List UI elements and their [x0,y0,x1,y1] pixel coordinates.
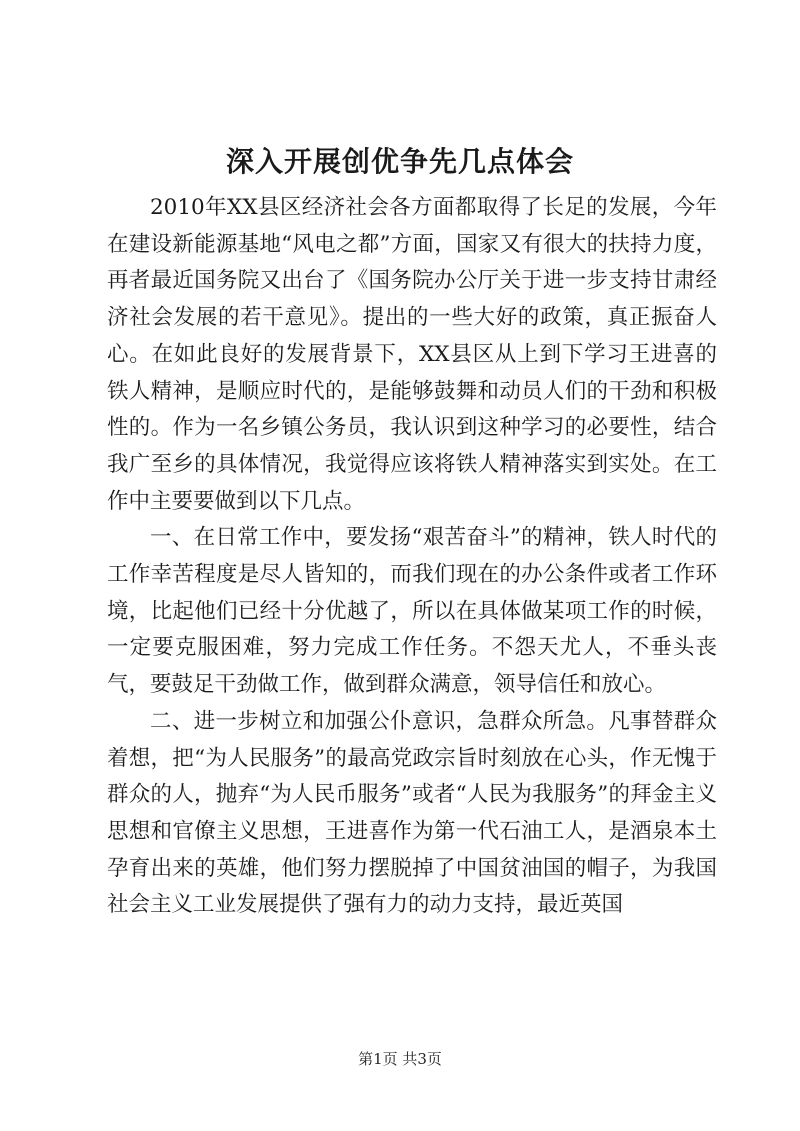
page-number-footer: 第1页 共3页 [358,1050,442,1068]
paragraph-point-two: 二、进一步树立和加强公仆意识，急群众所急。凡事替群众着想，把“为人民服务”的最高党政宗旨时刻放在心头，作无愧于群众的人，抛弃“为人民币服务”或者“人民为我服务”的拜金主义思想和官僚主义思想，王进喜作为第一代石油工人，是酒泉本土孕育出来的英雄，他们努力摆脱掉了中国贫油国的帽子，为我国社会主义工业发展提供了强有力的动力支持，最近英国 [107,708,717,918]
document-body [107,190,717,924]
paragraph-point-one: 一、在日常工作中，要发扬“艰苦奋斗”的精神，铁人时代的工作幸苦程度是尽人皆知的，而我们现在的办公条件或者工作环境，比起他们已经十分优越了，所以在具体做某项工作的时候，一定要克服困难，努力完成工作任务。不怨天尤人，不垂头丧气，要鼓足干劲做工作，做到群众满意，领导信任和放心。 [107,525,717,698]
document-title: 深入开展创优争先几点体会 [225,145,574,178]
paragraph-intro: 2010年XX县区经济社会各方面都取得了长足的发展，今年在建设新能源基地“风电之都”方面，国家又有很大的扶持力度，再者最近国务院又出台了《国务院办公厅关于进一步支持甘肃经济社会发展的若干意见》。提出的一些大好的政策，真正振奋人心。在如此良好的发展背景下，XX县区从上到下学习王进喜的铁人精神，是顺应时代的，是能够鼓舞和动员人们的干劲和积极性的。作为一名乡镇公务员，我认识到这种学习的必要性，结合我广至乡的具体情况，我觉得应该将铁人精神落实到实处。在工作中主要要做到以下几点。 [107,195,717,514]
